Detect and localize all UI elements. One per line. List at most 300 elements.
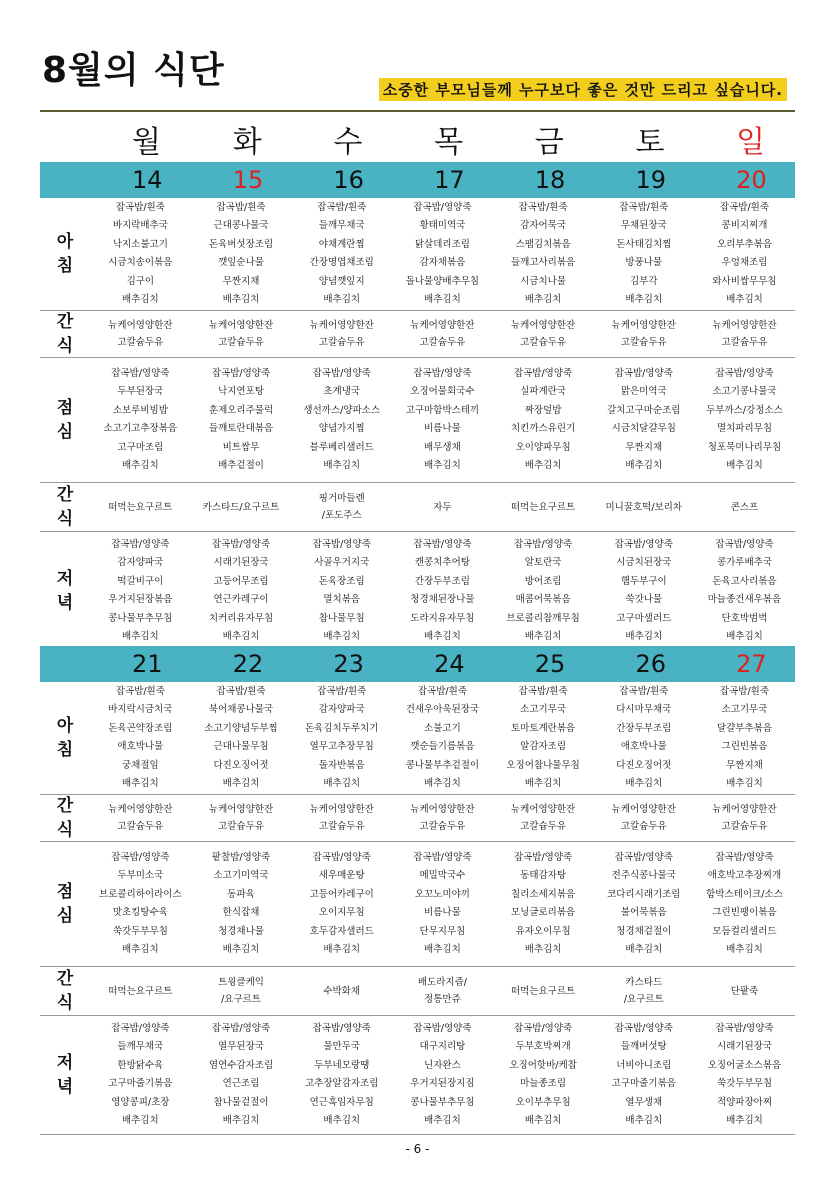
menu-item: 고칼슘두유	[318, 821, 365, 832]
menu-item: 뉴케어영양한잔	[611, 804, 676, 815]
menu-item: 애호박나물	[620, 741, 667, 752]
menu-item: 전주식콩나물국	[611, 870, 676, 881]
meal-label-char: 식	[56, 509, 74, 529]
menu-item: 시금치된장국	[616, 557, 672, 568]
menu-item: 실파계란국	[520, 386, 567, 397]
menu-item: 배추김치	[625, 1115, 663, 1126]
menu-item: 메밀막국수	[419, 870, 466, 881]
menu-cell	[493, 795, 594, 841]
menu-item: 고칼슘두유	[520, 337, 567, 348]
menu-item: 뉴케어영양한잔	[309, 804, 374, 815]
menu-item: 배추겉절이	[218, 460, 264, 471]
menu-item: 멸치파리무침	[716, 423, 772, 434]
menu-cell	[694, 842, 795, 966]
menu-cell	[493, 311, 594, 357]
meal-label-char: 점	[56, 398, 74, 418]
menu-item: 뉴케어영양한잔	[510, 804, 576, 815]
menu-item: 무짠지채	[625, 441, 663, 453]
menu-item: 잡곡밥/흰죽	[115, 201, 165, 213]
menu-item: 고칼슘두유	[620, 821, 667, 832]
menu-item: 잡곡밥/흰죽	[216, 201, 266, 213]
menu-item: 깻잎순나물	[218, 257, 264, 268]
menu-item: 간장두부조림	[414, 575, 470, 587]
menu-item: 토마토계란볶음	[510, 722, 576, 734]
menu-item: 바지락배추국	[112, 220, 168, 231]
menu-item: 물만두국	[323, 1041, 361, 1052]
meal-label-snack2	[40, 967, 90, 1015]
menu-item: 다시마무채국	[616, 704, 672, 715]
menu-item: 수박화채	[323, 985, 361, 997]
menu-item: 뉴케어영양한잔	[611, 320, 676, 331]
menu-item: 들깨고사리볶음	[510, 257, 576, 268]
menu-item: 무짠지채	[726, 759, 763, 771]
menu-item: 잡곡밥/영양죽	[312, 538, 371, 550]
meal-label-char: 식	[56, 820, 74, 840]
menu-item: 고칼슘두유	[117, 337, 164, 348]
menu-item: 돌자반볶음	[318, 759, 365, 771]
menu-item: 생선까스/양파소스	[303, 404, 381, 416]
menu-item: 시금치달걀무침	[611, 423, 676, 434]
menu-item: 다진오징어젓	[213, 759, 269, 771]
menu-cell	[291, 483, 392, 531]
menu-item: 잡곡밥/영양죽	[715, 538, 774, 550]
menu-cell	[291, 358, 392, 482]
menu-item: 콩나물부추겉절이	[405, 759, 480, 771]
menu-item: 고칼슘두유	[117, 821, 164, 832]
menu-item: 코다리시래기조림	[607, 888, 681, 900]
menu-item: 건새우아욱된장국	[405, 704, 480, 715]
menu-item: 콩가루배추국	[716, 557, 772, 568]
menu-item: 뉴케어영양한잔	[309, 320, 374, 331]
menu-cell	[191, 358, 292, 482]
menu-item: 깻순들기름볶음	[410, 741, 475, 752]
menu-item: 모닝글로리볶음	[510, 907, 576, 918]
day-wed: 수	[333, 125, 363, 160]
menu-item: 떠먹는요구르트	[510, 501, 576, 513]
menu-cell	[392, 358, 493, 482]
menu-item: 유자오이무침	[515, 925, 571, 937]
menu-cell	[694, 198, 795, 310]
menu-item: 새우매운탕	[318, 870, 365, 881]
date-number: 17	[434, 166, 465, 194]
meal-label-dinner	[40, 1016, 90, 1134]
menu-item: 배추김치	[726, 1115, 763, 1126]
menu-item: 모듬컬리샐러드	[712, 925, 777, 937]
menu-item: 초계냉국	[323, 386, 361, 397]
date-number: 18	[534, 166, 566, 194]
menu-cell	[493, 842, 594, 966]
menu-item: 배추김치	[524, 944, 562, 955]
menu-item: 우거지된장볶음	[108, 594, 173, 605]
menu-item: 오꼬노미야끼	[414, 888, 470, 900]
menu-item: 콩나물부추무침	[108, 612, 173, 624]
meal-label-char: 식	[56, 336, 74, 356]
menu-item: 고구마줄기볶음	[611, 1078, 676, 1089]
menu-item: 청포묵미나리무침	[707, 441, 782, 453]
menu-item: 두부네모랑땡	[314, 1059, 370, 1071]
menu-cell	[392, 311, 493, 357]
menu-item: 너비아니조림	[616, 1059, 672, 1071]
menu-item: 닌자완스	[424, 1059, 461, 1071]
menu-item: 배추김치	[323, 944, 361, 955]
menu-cell	[191, 311, 292, 357]
menu-cell	[291, 532, 392, 650]
meal-label-char: 심	[56, 906, 74, 926]
menu-item: 뉴케어영양한잔	[108, 320, 173, 331]
menu-item: 시금치나물	[520, 275, 567, 287]
menu-item: 참나물무침	[318, 612, 365, 624]
meal-row-lunch	[40, 842, 795, 967]
menu-item: 배추김치	[524, 460, 562, 471]
menu-cell	[392, 795, 493, 841]
menu-cell	[90, 842, 191, 966]
menu-item: 배추김치	[323, 460, 361, 471]
menu-cell	[291, 1016, 392, 1134]
menu-item: 잡곡밥/영양죽	[211, 1022, 271, 1034]
menu-cell	[291, 795, 392, 841]
menu-item: /요구르트	[623, 994, 664, 1005]
meal-label-breakfast	[40, 682, 90, 794]
menu-item: 돌나물양배추무침	[405, 275, 480, 287]
menu-cell	[90, 682, 191, 794]
menu-item: 들깨무채국	[318, 220, 365, 231]
menu-cell	[593, 967, 694, 1015]
menu-item: 시래기된장국	[213, 557, 269, 568]
menu-item: 배추김치	[726, 631, 763, 642]
menu-item: 들깨버섯탕	[620, 1041, 667, 1052]
meal-label-snack2	[40, 483, 90, 531]
menu-item: 뉴케어영양한잔	[712, 320, 777, 331]
menu-item: 고구마조림	[117, 441, 164, 453]
menu-item: 잡곡밥/영양죽	[614, 367, 673, 379]
menu-item: 치커리유자무침	[208, 612, 274, 624]
menu-item: 고칼슘두유	[218, 337, 264, 348]
menu-item: 잡곡밥/영양죽	[614, 851, 673, 863]
menu-item: 훈제오리주물럭	[208, 404, 274, 416]
menu-item: 고칼슘두유	[721, 337, 768, 348]
menu-item: 잡곡밥/영양죽	[413, 1022, 472, 1034]
menu-item: 배추김치	[222, 294, 260, 305]
menu-item: 알토란국	[524, 557, 562, 568]
menu-item: 오이지무침	[318, 907, 365, 918]
menu-item: 오징어참나물무침	[506, 759, 580, 771]
date-number: 16	[333, 166, 364, 194]
menu-item: 소고기미역국	[213, 870, 269, 881]
menu-item: 고칼슘두유	[419, 821, 466, 832]
menu-item: 잡곡밥/영양죽	[413, 201, 472, 213]
title-divider	[40, 110, 795, 112]
menu-cell	[291, 311, 392, 357]
menu-item: 감자양파국	[117, 557, 164, 568]
menu-cell	[392, 967, 493, 1015]
menu-item: 배추김치	[424, 294, 461, 305]
menu-item: 적양파장아찌	[716, 1096, 772, 1108]
menu-item: 시금치송이볶음	[108, 257, 173, 268]
menu-item: 고칼슘두유	[520, 821, 567, 832]
menu-item: 황태미역국	[419, 220, 466, 231]
meal-label-char: 침	[56, 256, 74, 276]
menu-cell	[90, 967, 191, 1015]
menu-cell	[593, 532, 694, 650]
menu-item: 잡곡밥/흰죽	[518, 685, 568, 697]
meal-label-lunch	[40, 842, 90, 966]
meal-row-snack1	[40, 795, 795, 842]
menu-item: 우엉채조림	[721, 257, 768, 268]
menu-item: 잡곡밥/흰죽	[317, 685, 367, 697]
menu-item: 뉴케어영양한잔	[712, 804, 777, 815]
menu-item: 마늘종조림	[520, 1078, 567, 1089]
menu-item: 카스타드/요구르트	[202, 501, 280, 513]
menu-item: 오이부추무침	[515, 1096, 571, 1108]
menu-item: 뉴케어영양한잔	[208, 320, 274, 331]
menu-item: 잡곡밥/영양죽	[413, 538, 472, 550]
menu-item: 우거지된장지짐	[410, 1078, 475, 1089]
menu-item: 동태감자탕	[520, 870, 567, 881]
menu-item: 잡곡밥/흰죽	[719, 685, 770, 697]
menu-item: 단호박범벅	[721, 612, 768, 624]
menu-cell	[90, 198, 191, 310]
menu-item: 잡곡밥/흰죽	[518, 201, 568, 213]
menu-item: 배추김치	[726, 294, 763, 305]
menu-item: 떡갈비구이	[117, 575, 164, 587]
menu-item: 잡곡밥/영양죽	[513, 1022, 573, 1034]
menu-item: 고추장알감자조림	[305, 1078, 379, 1089]
menu-item: 배추김치	[625, 294, 663, 305]
menu-item: 함박스테이크/소스	[706, 888, 783, 900]
menu-item: 콘스프	[730, 501, 759, 513]
date-number: 27	[736, 650, 767, 678]
menu-item: 배추김치	[625, 944, 663, 955]
menu-item: 핑거마들렌	[318, 493, 365, 504]
meal-label-char: 녁	[56, 1077, 74, 1097]
menu-item: 두부까스/강정소스	[706, 404, 783, 416]
meal-label-char: 간	[56, 969, 74, 989]
menu-item: 쑥갓두부무침	[112, 925, 168, 937]
menu-item: 콩나물부추무침	[410, 1096, 475, 1108]
menu-item: 잡곡밥/영양죽	[211, 367, 271, 379]
menu-item: 바지락시금치국	[108, 704, 173, 715]
menu-cell	[90, 1016, 191, 1134]
menu-item: 들깨토란대볶음	[208, 423, 274, 434]
date-number: 21	[132, 650, 163, 678]
menu-item: 근대나물무침	[213, 741, 269, 752]
menu-item: 시래기된장국	[716, 1041, 772, 1052]
menu-cell	[593, 311, 694, 357]
menu-cell	[694, 311, 795, 357]
day-of-week-header	[40, 124, 795, 162]
menu-item: 잡곡밥/흰죽	[619, 685, 669, 697]
meal-label-lunch	[40, 358, 90, 482]
menu-item: 근대콩나물국	[213, 220, 269, 231]
menu-item: 배추김치	[726, 944, 763, 955]
menu-item: 잡곡밥/영양죽	[312, 1022, 371, 1034]
meal-label-char: 식	[56, 993, 74, 1013]
menu-item: 캔콩치추어탕	[414, 557, 470, 568]
menu-item: 청경채나물	[218, 925, 264, 937]
menu-item: 닭살데리조림	[414, 238, 470, 250]
menu-cell	[694, 795, 795, 841]
menu-cell	[90, 795, 191, 841]
menu-cell	[493, 532, 594, 650]
menu-item: 배추김치	[625, 631, 663, 642]
menu-item: 애호박나물	[117, 741, 164, 752]
menu-item: 배추김치	[524, 778, 562, 789]
menu-item: 칠리소세지볶음	[510, 888, 576, 900]
menu-item: 팥찰밥/영양죽	[211, 851, 271, 863]
menu-item: 연근흑임자무침	[309, 1096, 374, 1108]
meal-label-char: 심	[56, 422, 74, 442]
menu-item: 오징어물회국수	[410, 386, 475, 397]
menu-item: 잡곡밥/영양죽	[413, 851, 472, 863]
date-number: 26	[635, 650, 666, 678]
menu-cell	[392, 483, 493, 531]
menu-item: 잡곡밥/흰죽	[317, 201, 367, 213]
menu-item: 소고기양념두부찜	[204, 722, 278, 734]
date-number: 15	[232, 166, 264, 194]
menu-item: 고칼슘두유	[218, 821, 264, 832]
menu-item: 비름나물	[424, 907, 461, 918]
menu-cell	[291, 198, 392, 310]
menu-cell	[90, 358, 191, 482]
menu-cell	[191, 532, 292, 650]
meal-label-char: 점	[56, 882, 74, 902]
meal-row-snack2	[40, 967, 795, 1016]
menu-cell	[694, 967, 795, 1015]
menu-item: 열무고추장무침	[309, 741, 374, 752]
menu-item: 잡곡밥/영양죽	[312, 851, 371, 863]
menu-cell	[593, 358, 694, 482]
menu-item: 달걀부추볶음	[716, 722, 772, 734]
menu-item: /포도주스	[321, 510, 362, 521]
menu-item: 배추김치	[121, 944, 159, 955]
menu-item: 고등어카레구이	[309, 888, 374, 900]
menu-item: 단무지무침	[419, 925, 466, 937]
menu-cell	[392, 682, 493, 794]
menu-item: 트윙클케익	[218, 977, 264, 988]
menu-item: 감자채볶음	[419, 257, 466, 268]
menu-item: 도라지유자무침	[410, 612, 475, 624]
menu-item: 오리부추볶음	[716, 238, 772, 250]
date-bar	[40, 162, 795, 198]
day-mon: 월	[132, 125, 161, 160]
menu-item: 돈사태김치찜	[616, 238, 672, 250]
page-number: - 6 -	[405, 1142, 430, 1156]
menu-item: 배무생채	[424, 441, 461, 453]
menu-item: 잡곡밥/흰죽	[719, 201, 770, 213]
menu-item: 미니꿀호떡/보리차	[605, 501, 683, 513]
menu-cell	[593, 842, 694, 966]
menu-item: 참나물겉절이	[213, 1096, 269, 1108]
menu-item: 자두	[433, 501, 452, 513]
meal-label-char: 간	[56, 312, 74, 332]
menu-item: 간장두부조림	[616, 722, 672, 734]
menu-item: 고칼슘두유	[721, 821, 768, 832]
menu-item: 배추김치	[524, 1115, 562, 1126]
menu-item: 잡곡밥/영양죽	[312, 367, 371, 379]
meal-row-lunch	[40, 358, 795, 483]
date-number: 20	[736, 166, 767, 194]
menu-item: 불어묵볶음	[620, 907, 667, 918]
menu-cell	[90, 311, 191, 357]
menu-item: 그린빈팽이볶음	[712, 907, 777, 918]
menu-item: 배추김치	[323, 631, 361, 642]
menu-item: 배도라지즙/	[417, 977, 467, 988]
menu-item: 배추김치	[222, 631, 260, 642]
day-sat: 토	[635, 125, 665, 160]
menu-item: 쑥갓두부무침	[716, 1078, 772, 1089]
menu-item: 감자어묵국	[520, 220, 567, 231]
menu-item: 동파육	[227, 888, 255, 900]
menu-item: 청경채겉절이	[616, 925, 672, 937]
menu-cell	[291, 682, 392, 794]
menu-item: 떠먹는요구르트	[108, 501, 173, 513]
menu-cell	[392, 1016, 493, 1134]
menu-item: 잡곡밥/영양죽	[111, 1022, 170, 1034]
day-thu: 목	[434, 125, 464, 160]
menu-item: 돈육고사리볶음	[712, 575, 777, 587]
menu-item: 오이양파무침	[515, 441, 571, 453]
menu-item: 와사비쌈무무침	[712, 275, 777, 287]
menu-item: 배추김치	[424, 631, 461, 642]
meal-label-char: 간	[56, 485, 74, 505]
menu-item: 배추김치	[222, 1115, 260, 1126]
date-number: 23	[333, 650, 364, 678]
menu-item: 갈치고구마순조림	[607, 404, 681, 416]
menu-item: 호두감자샐러드	[309, 925, 374, 937]
menu-item: 간장명엽채조림	[309, 257, 374, 268]
menu-item: 북어채콩나물국	[208, 704, 274, 715]
menu-item: 배추김치	[121, 294, 159, 305]
date-number: 14	[132, 166, 163, 194]
menu-item: 애호박고추장찌개	[707, 870, 782, 881]
menu-cell	[593, 483, 694, 531]
menu-item: 배추김치	[424, 460, 461, 471]
menu-item: 뉴케어영양한잔	[510, 320, 576, 331]
menu-item: 고구마샐러드	[616, 612, 672, 624]
menu-cell	[191, 682, 292, 794]
menu-cell	[493, 483, 594, 531]
menu-item: 고칼슘두유	[419, 337, 466, 348]
menu-item: 양념깻잎지	[318, 275, 365, 287]
day-sun: 일	[736, 125, 766, 160]
menu-item: 돈육김치두루치기	[305, 722, 379, 734]
menu-cell	[191, 967, 292, 1015]
menu-item: 카스타드	[625, 977, 663, 988]
menu-item: 떠먹는요구르트	[108, 985, 173, 997]
menu-item: 잡곡밥/흰죽	[619, 201, 669, 213]
menu-item: 야채계란찜	[318, 238, 365, 250]
menu-item: 단팥죽	[730, 985, 759, 997]
menu-item: 김구이	[126, 275, 155, 287]
menu-item: 정통만쥬	[424, 994, 461, 1005]
meal-label-char: 아	[56, 716, 74, 736]
menu-item: 양념가지찜	[318, 423, 365, 434]
date-number: 22	[232, 650, 264, 678]
meal-row-breakfast	[40, 198, 795, 311]
menu-cell	[191, 483, 292, 531]
menu-cell	[493, 358, 594, 482]
menu-item: 두부호박찌개	[515, 1041, 571, 1052]
menu-cell	[493, 1016, 594, 1134]
menu-item: 돈육장조림	[318, 575, 365, 587]
menu-item: 햄두부구이	[620, 575, 667, 587]
meal-label-char: 저	[56, 1053, 74, 1073]
menu-item: 방풍나물	[625, 257, 663, 268]
menu-item: 감자양파국	[318, 704, 365, 715]
meal-label-char: 저	[56, 569, 74, 589]
menu-cell	[694, 483, 795, 531]
menu-item: 치킨까스유린기	[510, 423, 576, 434]
